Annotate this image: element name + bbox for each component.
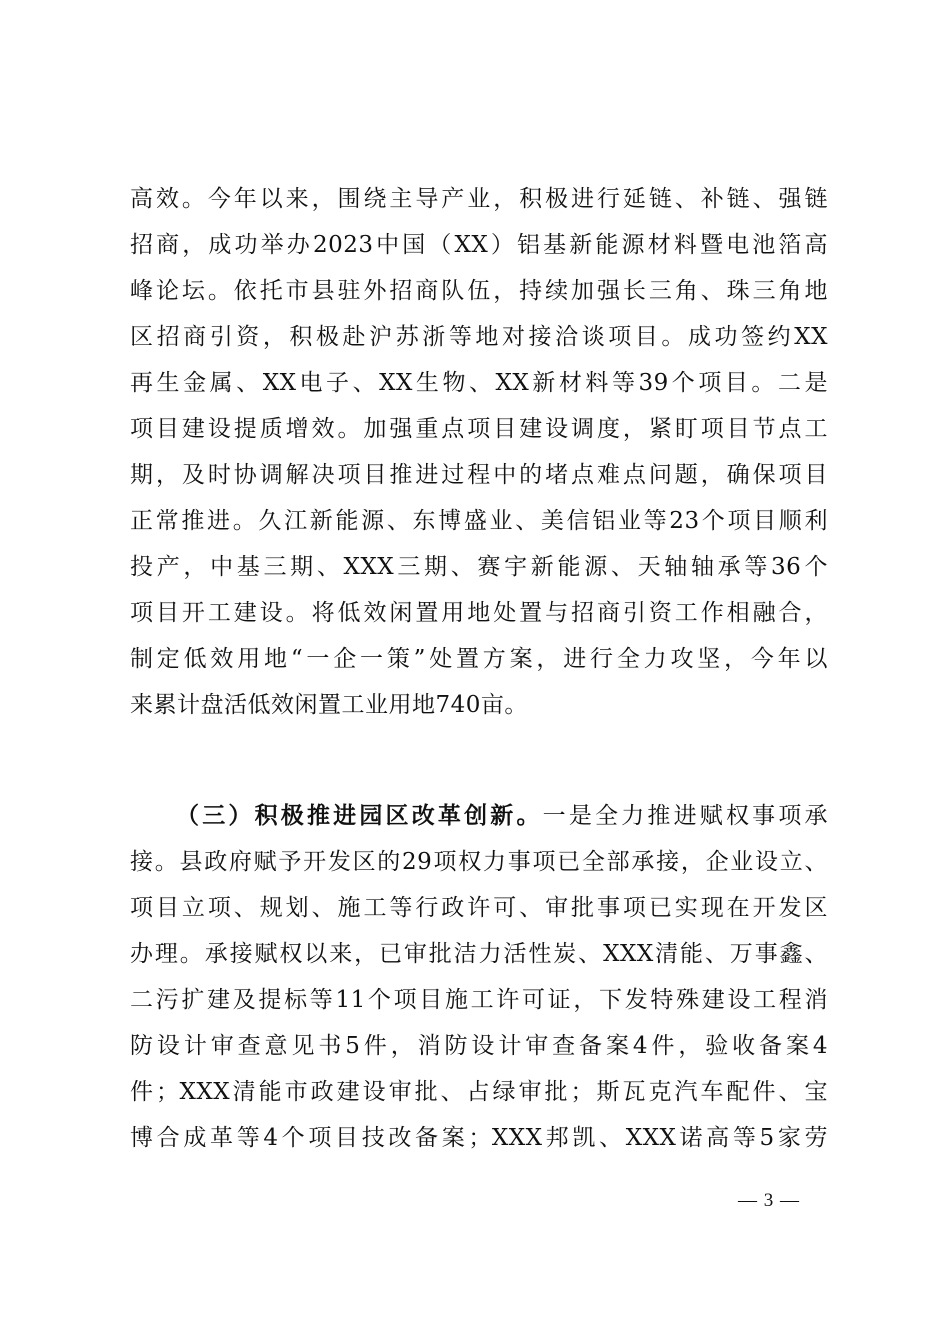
text-line: 再生金属、XX电子、XX生物、XX新材料等39个项目。二是 [130,370,828,396]
heading-continuation: 一是全力推进赋权事项承 [542,803,828,829]
text-line: 正常推进。久江新能源、东博盛业、美信铝业等23个项目顺利 [130,508,828,534]
text-line: 项目立项、规划、施工等行政许可、审批事项已实现在开发区 [130,895,828,921]
text-line: 办理。承接赋权以来，已审批洁力活性炭、XXX清能、万事鑫、 [130,941,828,967]
text-line: 接。县政府赋予开发区的29项权力事项已全部承接，企业设立、 [130,849,828,875]
text-line: 区招商引资，积极赴沪苏浙等地对接洽谈项目。成功签约XX [130,324,828,350]
text-line: 博合成革等4个项目技改备案；XXX邦凯、XXX诺高等5家劳 [130,1125,828,1151]
text-line: 防设计审查意见书5件，消防设计审查备案4件，验收备案4 [130,1033,828,1059]
text-line: 二污扩建及提标等11个项目施工许可证，下发特殊建设工程消 [130,987,828,1013]
text-line: 高效。今年以来，围绕主导产业，积极进行延链、补链、强链 [130,186,828,212]
text-line-first [130,793,828,839]
text-line: 项目建设提质增效。加强重点项目建设调度，紧盯项目节点工 [130,416,828,442]
page-number: — 3 — [738,1190,800,1211]
text-line: 项目开工建设。将低效闲置用地处置与招商引资工作相融合， [130,600,828,626]
paragraph-park-reform [130,793,828,1161]
text-line: 投产，中基三期、XXX三期、赛宇新能源、天轴轴承等36个 [130,554,828,580]
text-line: 招商，成功举办2023中国（XX）铝基新能源材料暨电池箔高 [130,232,828,258]
text-line: 期，及时协调解决项目推进过程中的堵点难点问题，确保项目 [130,462,828,488]
paragraph-investment-projects [130,176,828,728]
section-heading: （三）积极推进园区改革创新。 [176,802,543,829]
text-line: 制定低效用地“一企一策”处置方案，进行全力攻坚，今年以 [130,646,828,672]
text-line: 件；XXX清能市政建设审批、占绿审批；斯瓦克汽车配件、宝 [130,1079,828,1105]
text-line: 来累计盘活低效闲置工业用地740亩。 [130,692,528,718]
text-line: 峰论坛。依托市县驻外招商队伍，持续加强长三角、珠三角地 [130,278,828,304]
